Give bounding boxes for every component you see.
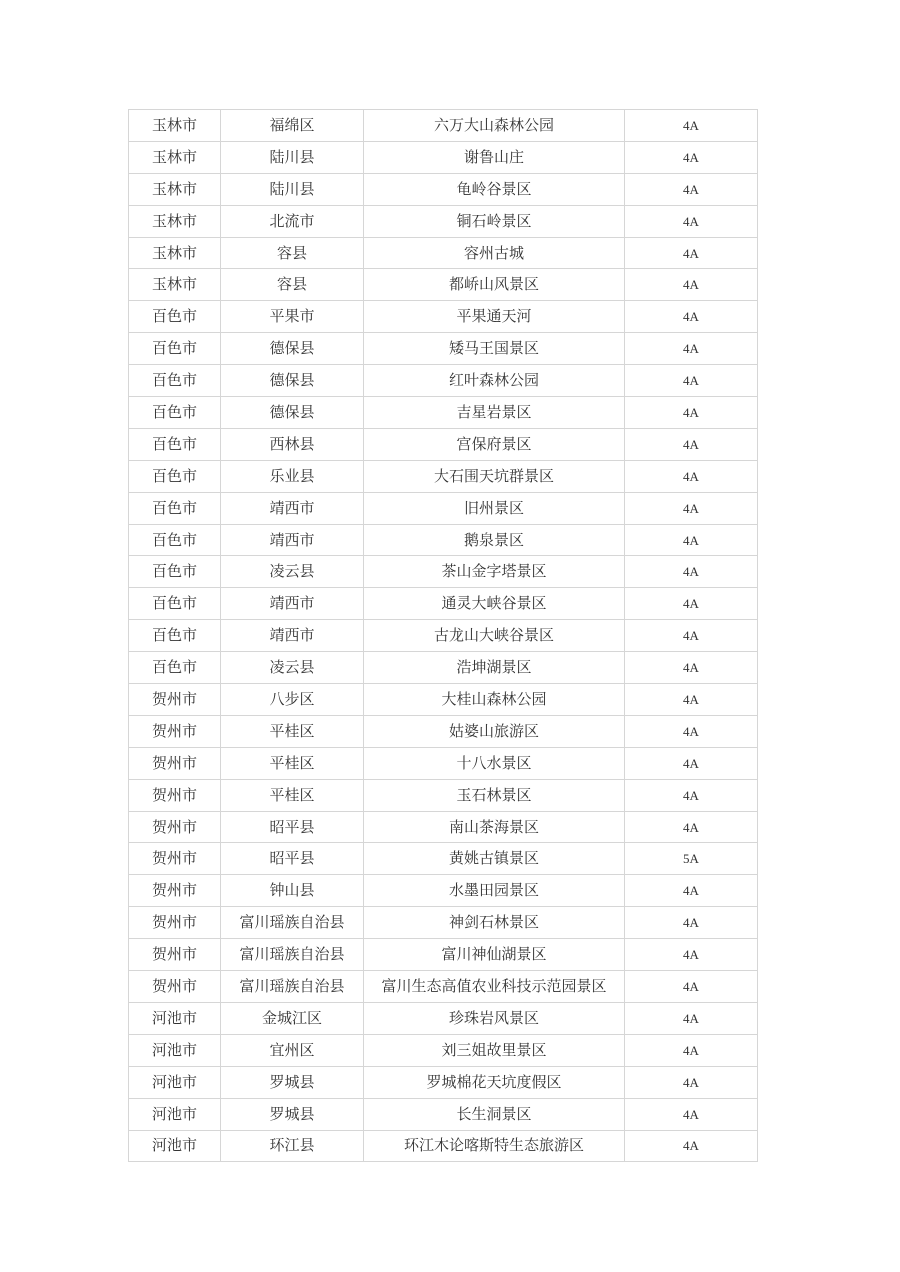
district-cell: 德保县 [221, 397, 364, 429]
scenic-spot-cell: 浩坤湖景区 [364, 652, 625, 684]
level-cell: 4A [625, 652, 758, 684]
city-cell: 百色市 [129, 588, 221, 620]
table-row [129, 875, 758, 907]
district-cell: 金城江区 [221, 1002, 364, 1034]
district-cell: 陆川县 [221, 173, 364, 205]
scenic-spot-cell: 姑婆山旅游区 [364, 715, 625, 747]
level-cell: 4A [625, 333, 758, 365]
table-row [129, 779, 758, 811]
scenic-spot-cell: 平果通天河 [364, 301, 625, 333]
city-cell: 河池市 [129, 1034, 221, 1066]
scenic-spot-cell: 容州古城 [364, 237, 625, 269]
level-cell: 4A [625, 1066, 758, 1098]
district-cell: 八步区 [221, 684, 364, 716]
district-cell: 昭平县 [221, 811, 364, 843]
table-row [129, 365, 758, 397]
district-cell: 北流市 [221, 205, 364, 237]
level-cell: 4A [625, 811, 758, 843]
district-cell: 靖西市 [221, 524, 364, 556]
district-cell: 靖西市 [221, 588, 364, 620]
scenic-spot-cell: 南山茶海景区 [364, 811, 625, 843]
table-row [129, 939, 758, 971]
scenic-spot-cell: 旧州景区 [364, 492, 625, 524]
district-cell: 福绵区 [221, 110, 364, 142]
scenic-spot-cell: 神剑石林景区 [364, 907, 625, 939]
district-cell: 昭平县 [221, 843, 364, 875]
level-cell: 4A [625, 460, 758, 492]
city-cell: 河池市 [129, 1130, 221, 1162]
level-cell: 4A [625, 110, 758, 142]
district-cell: 富川瑶族自治县 [221, 907, 364, 939]
level-cell: 4A [625, 1130, 758, 1162]
city-cell: 玉林市 [129, 269, 221, 301]
table-row [129, 333, 758, 365]
scenic-spot-cell: 龟岭谷景区 [364, 173, 625, 205]
city-cell: 百色市 [129, 492, 221, 524]
city-cell: 贺州市 [129, 811, 221, 843]
district-cell: 凌云县 [221, 556, 364, 588]
scenic-spot-cell: 古龙山大峡谷景区 [364, 620, 625, 652]
city-cell: 百色市 [129, 620, 221, 652]
scenic-spot-cell: 鹅泉景区 [364, 524, 625, 556]
scenic-spot-cell: 黄姚古镇景区 [364, 843, 625, 875]
level-cell: 4A [625, 684, 758, 716]
district-cell: 平桂区 [221, 715, 364, 747]
table-row [129, 173, 758, 205]
district-cell: 乐业县 [221, 460, 364, 492]
level-cell: 4A [625, 428, 758, 460]
scenic-spot-table [128, 109, 758, 1162]
district-cell: 靖西市 [221, 492, 364, 524]
district-cell: 凌云县 [221, 652, 364, 684]
scenic-spot-cell: 环江木论喀斯特生态旅游区 [364, 1130, 625, 1162]
level-cell: 4A [625, 205, 758, 237]
table-row [129, 843, 758, 875]
city-cell: 百色市 [129, 397, 221, 429]
level-cell: 4A [625, 1002, 758, 1034]
level-cell: 4A [625, 779, 758, 811]
district-cell: 靖西市 [221, 620, 364, 652]
table-row [129, 747, 758, 779]
district-cell: 富川瑶族自治县 [221, 971, 364, 1003]
district-cell: 容县 [221, 237, 364, 269]
scenic-spot-cell: 富川生态高值农业科技示范园景区 [364, 971, 625, 1003]
district-cell: 环江县 [221, 1130, 364, 1162]
city-cell: 玉林市 [129, 141, 221, 173]
table-row [129, 269, 758, 301]
city-cell: 百色市 [129, 333, 221, 365]
city-cell: 贺州市 [129, 747, 221, 779]
table-row [129, 1098, 758, 1130]
level-cell: 4A [625, 939, 758, 971]
district-cell: 西林县 [221, 428, 364, 460]
scenic-spot-cell: 珍珠岩风景区 [364, 1002, 625, 1034]
scenic-spot-cell: 十八水景区 [364, 747, 625, 779]
city-cell: 百色市 [129, 460, 221, 492]
city-cell: 河池市 [129, 1098, 221, 1130]
scenic-spot-cell: 都峤山风景区 [364, 269, 625, 301]
city-cell: 百色市 [129, 301, 221, 333]
table-row [129, 811, 758, 843]
table-body [129, 110, 758, 1162]
level-cell: 4A [625, 588, 758, 620]
city-cell: 玉林市 [129, 205, 221, 237]
level-cell: 4A [625, 875, 758, 907]
table-row [129, 1130, 758, 1162]
scenic-spot-cell: 矮马王国景区 [364, 333, 625, 365]
city-cell: 贺州市 [129, 939, 221, 971]
scenic-spot-cell: 大桂山森林公园 [364, 684, 625, 716]
district-cell: 罗城县 [221, 1098, 364, 1130]
city-cell: 百色市 [129, 652, 221, 684]
city-cell: 玉林市 [129, 237, 221, 269]
district-cell: 平桂区 [221, 779, 364, 811]
district-cell: 容县 [221, 269, 364, 301]
level-cell: 4A [625, 237, 758, 269]
table-row [129, 301, 758, 333]
level-cell: 4A [625, 1034, 758, 1066]
table-row [129, 652, 758, 684]
district-cell: 罗城县 [221, 1066, 364, 1098]
level-cell: 4A [625, 397, 758, 429]
city-cell: 玉林市 [129, 173, 221, 205]
city-cell: 贺州市 [129, 715, 221, 747]
table-row [129, 397, 758, 429]
table-row [129, 1034, 758, 1066]
level-cell: 4A [625, 141, 758, 173]
table-row [129, 1066, 758, 1098]
level-cell: 4A [625, 971, 758, 1003]
scenic-spot-cell: 富川神仙湖景区 [364, 939, 625, 971]
city-cell: 河池市 [129, 1066, 221, 1098]
scenic-spot-cell: 长生洞景区 [364, 1098, 625, 1130]
table-row [129, 428, 758, 460]
city-cell: 贺州市 [129, 779, 221, 811]
table-row [129, 971, 758, 1003]
scenic-spot-cell: 铜石岭景区 [364, 205, 625, 237]
level-cell: 4A [625, 365, 758, 397]
level-cell: 4A [625, 715, 758, 747]
city-cell: 玉林市 [129, 110, 221, 142]
scenic-spot-cell: 吉星岩景区 [364, 397, 625, 429]
city-cell: 百色市 [129, 556, 221, 588]
city-cell: 贺州市 [129, 684, 221, 716]
level-cell: 4A [625, 173, 758, 205]
level-cell: 4A [625, 747, 758, 779]
scenic-spot-cell: 通灵大峡谷景区 [364, 588, 625, 620]
scenic-spot-cell: 宫保府景区 [364, 428, 625, 460]
table-row [129, 492, 758, 524]
city-cell: 百色市 [129, 524, 221, 556]
table-row [129, 237, 758, 269]
level-cell: 4A [625, 1098, 758, 1130]
city-cell: 百色市 [129, 428, 221, 460]
level-cell: 4A [625, 492, 758, 524]
city-cell: 贺州市 [129, 971, 221, 1003]
table-row [129, 110, 758, 142]
district-cell: 德保县 [221, 333, 364, 365]
district-cell: 平桂区 [221, 747, 364, 779]
city-cell: 河池市 [129, 1002, 221, 1034]
level-cell: 4A [625, 556, 758, 588]
table-row [129, 684, 758, 716]
level-cell: 4A [625, 907, 758, 939]
scenic-spot-cell: 玉石林景区 [364, 779, 625, 811]
table-row [129, 460, 758, 492]
city-cell: 百色市 [129, 365, 221, 397]
level-cell: 4A [625, 269, 758, 301]
district-cell: 平果市 [221, 301, 364, 333]
scenic-spot-cell: 水墨田园景区 [364, 875, 625, 907]
table-row [129, 715, 758, 747]
table-row [129, 588, 758, 620]
level-cell: 4A [625, 620, 758, 652]
table-row [129, 524, 758, 556]
scenic-spot-cell: 刘三姐故里景区 [364, 1034, 625, 1066]
district-cell: 德保县 [221, 365, 364, 397]
scenic-spot-cell: 茶山金字塔景区 [364, 556, 625, 588]
district-cell: 富川瑶族自治县 [221, 939, 364, 971]
scenic-spot-cell: 大石围天坑群景区 [364, 460, 625, 492]
city-cell: 贺州市 [129, 907, 221, 939]
scenic-spot-cell: 谢鲁山庄 [364, 141, 625, 173]
table-row [129, 556, 758, 588]
level-cell: 4A [625, 301, 758, 333]
city-cell: 贺州市 [129, 875, 221, 907]
district-cell: 宜州区 [221, 1034, 364, 1066]
scenic-spot-cell: 六万大山森林公园 [364, 110, 625, 142]
table-row [129, 620, 758, 652]
table-row [129, 1002, 758, 1034]
district-cell: 钟山县 [221, 875, 364, 907]
scenic-spot-cell: 罗城棉花天坑度假区 [364, 1066, 625, 1098]
level-cell: 5A [625, 843, 758, 875]
scenic-spot-cell: 红叶森林公园 [364, 365, 625, 397]
table-row [129, 141, 758, 173]
table-row [129, 907, 758, 939]
district-cell: 陆川县 [221, 141, 364, 173]
table-row [129, 205, 758, 237]
city-cell: 贺州市 [129, 843, 221, 875]
level-cell: 4A [625, 524, 758, 556]
